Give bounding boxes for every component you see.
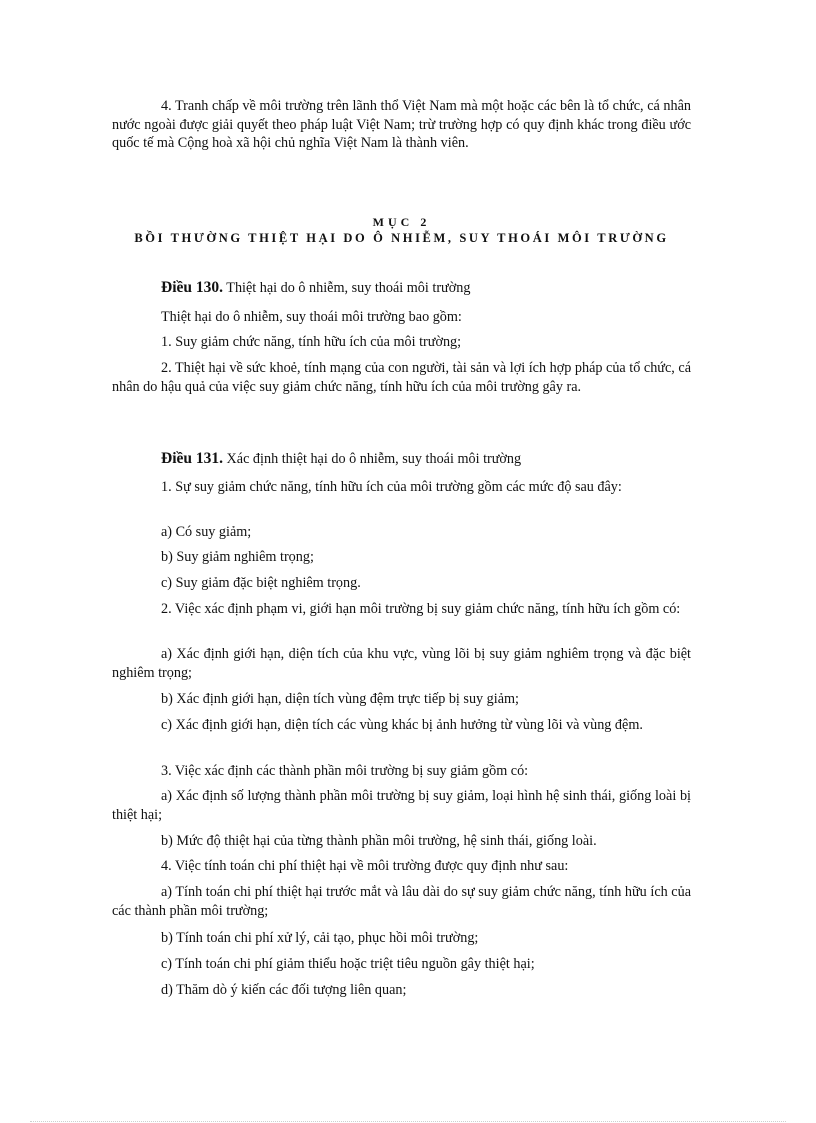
article-131-heading: [112, 450, 691, 469]
article-131-para: a) Xác định số lượng thành phần môi trường bị suy giảm, loại hình hệ sinh thái, giống loài bị thiệt hại;: [112, 788, 691, 823]
article-131-para: b) Tính toán chi phí xử lý, cải tạo, phục hồi môi trường;: [161, 930, 479, 946]
page-bottom-divider: [30, 1121, 786, 1122]
section-heading: [112, 214, 691, 246]
article-130-para: 2. Thiệt hại về sức khoẻ, tính mạng của con người, tài sản và lợi ích hợp pháp của tổ chức, cá nhân do hậu quả của việc suy giảm chức năng, tính hữu ích của môi trường gây ra.: [112, 360, 691, 395]
article-131-para: 3. Việc xác định các thành phần môi trường bị suy giảm gồm có:: [161, 763, 529, 779]
article-131-para: b) Suy giảm nghiêm trọng;: [161, 549, 314, 565]
article-131-para: 1. Sự suy giảm chức năng, tính hữu ích của môi trường gồm các mức độ sau đây:: [161, 479, 622, 495]
section-title: BỒI THƯỜNG THIỆT HẠI DO Ô NHIỄM, SUY THOÁI MÔI TRƯỜNG: [134, 231, 669, 245]
article-130-label: Điều 130.: [161, 279, 223, 296]
article-130-para: Thiệt hại do ô nhiễm, suy thoái môi trường bao gồm:: [161, 309, 462, 325]
article-131-para: d) Thăm dò ý kiến các đối tượng liên quan;: [161, 982, 407, 998]
article-131-para: c) Tính toán chi phí giảm thiểu hoặc triệt tiêu nguồn gây thiệt hại;: [161, 956, 535, 972]
article-131-title: Xác định thiệt hại do ô nhiễm, suy thoái môi trường: [226, 451, 522, 467]
intro-paragraph: 4. Tranh chấp về môi trường trên lãnh thổ Việt Nam mà một hoặc các bên là tổ chức, cá nhân nước ngoài được giải quyết theo pháp luật Việt Nam; trừ trường hợp có quy định khác trong điều ước quốc tế mà Cộng hoà xã hội chủ nghĩa Việt Nam là thành viên.: [112, 98, 691, 151]
article-131-label: Điều 131.: [161, 450, 223, 467]
article-131-para: a) Xác định giới hạn, diện tích của khu vực, vùng lõi bị suy giảm nghiêm trọng và đặc biệt nghiêm trọng;: [112, 646, 691, 681]
section-label: MỤC 2: [372, 215, 431, 229]
article-131-para: c) Suy giảm đặc biệt nghiêm trọng.: [161, 575, 361, 591]
article-130-heading: [112, 279, 691, 298]
article-130-para: 1. Suy giảm chức năng, tính hữu ích của môi trường;: [161, 334, 462, 350]
article-130-title: Thiệt hại do ô nhiễm, suy thoái môi trường: [226, 280, 471, 296]
article-131-para: c) Xác định giới hạn, diện tích các vùng khác bị ảnh hưởng từ vùng lõi và vùng đệm.: [161, 717, 643, 733]
article-131-para: b) Xác định giới hạn, diện tích vùng đệm trực tiếp bị suy giảm;: [161, 691, 519, 707]
article-131-para: 4. Việc tính toán chi phí thiệt hại về môi trường được quy định như sau:: [161, 858, 569, 874]
article-131-para: 2. Việc xác định phạm vi, giới hạn môi trường bị suy giảm chức năng, tính hữu ích gồm có:: [161, 601, 681, 617]
article-131-para: a) Tính toán chi phí thiệt hại trước mắt và lâu dài do sự suy giảm chức năng, tính hữu ích của các thành phần môi trường;: [112, 884, 691, 919]
article-131-para: b) Mức độ thiệt hại của từng thành phần môi trường, hệ sinh thái, giống loài.: [161, 833, 597, 849]
article-131-para: a) Có suy giảm;: [161, 524, 252, 540]
